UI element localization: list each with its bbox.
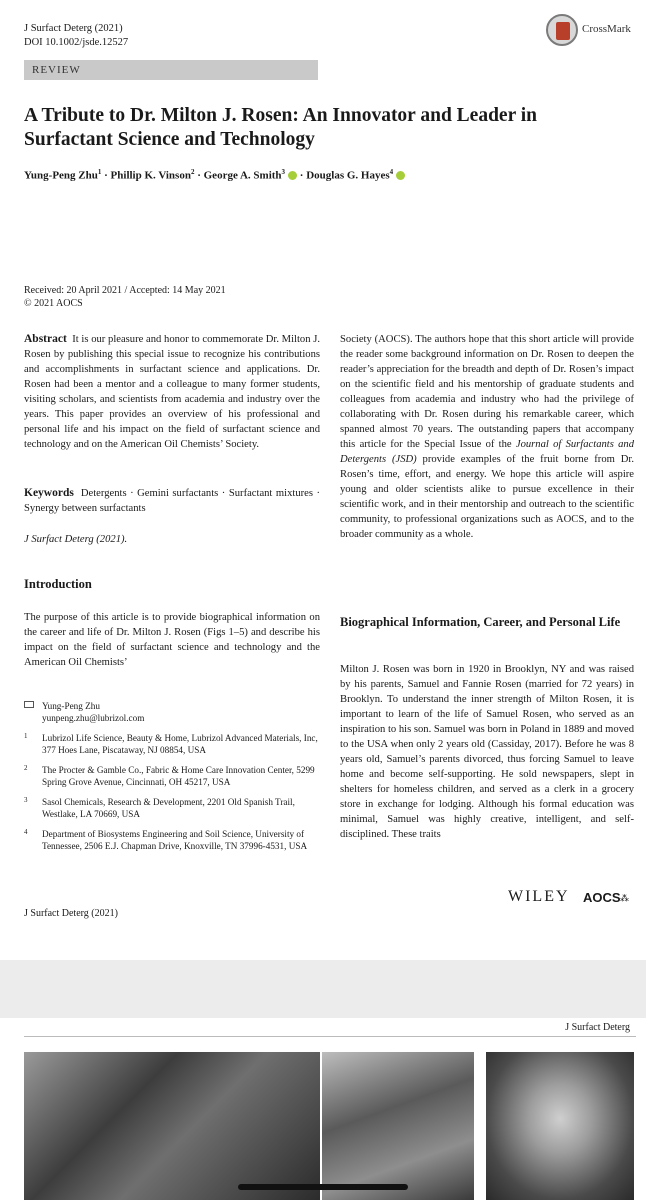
- introduction-text: The purpose of this article is to provide biographical information on the career and life of Dr. Milton J. Rosen (Figs 1–5) and describe his impact on the field of surfactant science and technology and the American Oil Chemists’: [24, 612, 320, 668]
- page-footer: J Surfact Deterg (2021): [24, 908, 118, 919]
- correspondence: Yung-Peng Zhu yunpeng.zhu@lubrizol.com: [24, 700, 320, 724]
- affiliations: [24, 700, 320, 860]
- orcid-icon[interactable]: [396, 171, 405, 180]
- citation-line: J Surfact Deterg (2021).: [24, 534, 128, 545]
- crossmark-label: CrossMark: [582, 23, 631, 35]
- section-label: REVIEW: [32, 64, 81, 76]
- author-name[interactable]: Phillip K. Vinson: [110, 169, 191, 182]
- aocs-logo: AOCS: [583, 890, 621, 905]
- photo-rosen-lab: [24, 1052, 320, 1200]
- page-gap: [0, 960, 646, 1018]
- author-name[interactable]: Douglas G. Hayes: [306, 169, 390, 182]
- journal-name: J Surfact Deterg (2021): [24, 23, 123, 34]
- header-divider: [24, 1036, 636, 1037]
- crossmark-badge[interactable]: [546, 14, 636, 48]
- photo-rosen-bench: [322, 1052, 474, 1200]
- author-list: Yung-Peng Zhu$^1$ · Phillip K. Vinson$^2$ · George A. Smith$^3$ · Douglas G. Hayes$^4$: [24, 168, 624, 182]
- mail-icon: [24, 701, 34, 708]
- abstract-continued: Society (AOCS). The authors hope that this short article will provide the reader some background information on Dr. Rosen to deepen the reader’s appreciation for the breadth and depth of Dr. Rosen’s impact on the scientific field and his mentorship of graduate students and colleagues from academia and industry who had the privilege of collaborating with Dr. Rosen during his remarkable career, which spanned almost 70 years. The outstanding papers that accompany this article for the Special Issue of the Journal of Surfactants and Detergents (JSD) provide examples of the fruit borne from Dr. Rosen’s time, effort, and energy. We hope this article will aspire young and older scientists alike to pursue excellence in their scientific work, and in their mentorship and outreach to the scientific community, to professional organizations such as AOCS, and to the broader community as a whole.: [340, 334, 635, 540]
- doi[interactable]: DOI 10.1002/jsde.12527: [24, 37, 129, 48]
- affiliation-item: 2 The Procter & Gamble Co., Fabric & Home Care Innovation Center, 5299 Spring Grove Avenue, Cincinnati, OH 45217, USA: [24, 764, 315, 787]
- keywords-label: Keywords: [24, 487, 74, 499]
- crossmark-icon: [546, 14, 578, 46]
- horizontal-scrollbar[interactable]: [238, 1184, 408, 1190]
- article-title: A Tribute to Dr. Milton J. Rosen: An Innovator and Leader in Surfactant Science and Technology: [24, 105, 538, 150]
- abstract-label: Abstract: [24, 333, 67, 345]
- keywords: [24, 486, 320, 516]
- orcid-icon[interactable]: [288, 171, 297, 180]
- abstract: [24, 332, 320, 452]
- affiliation-item: 1 Lubrizol Life Science, Beauty & Home, Lubrizol Advanced Materials, Inc, 377 Hoes Lane, Piscataway, NJ 08854, USA: [24, 732, 318, 755]
- author-name[interactable]: Yung-Peng Zhu: [24, 169, 98, 182]
- introduction-heading: Introduction: [24, 577, 92, 591]
- article-dates: Received: 20 April 2021 / Accepted: 14 May 2021 © 2021 AOCS: [24, 285, 226, 309]
- bio-text: Milton J. Rosen was born in 1920 in Brooklyn, NY and was raised by his parents, Samuel and Fannie Rosen (married for 72 years) in Brooklyn. To understand the inner strength of Milton Rosen, it is important to learn of the life of Samuel Rosen, who served as an inspiration to his son. Samuel was born in Poland in 1889 and moved to the USA when only 2 years old (Cassiday, 2017). Before he was 8 years old, Samuel’s parents divorced, thus forcing Samuel to leave home and become self-supporting. He sold newspapers, slept in shelters for homeless children, and served as a clerk in a grocery store in exchange for lodging. Although his formal education was minimal, Samuel was highly creative, intelligent, and self-disciplined. These traits: [340, 664, 634, 840]
- abstract-text: It is our pleasure and honor to commemorate Dr. Milton J. Rosen by publishing this special issue to recognize his contributions and accomplishments in surfactant science and applications. Dr. Rosen had been a mentor and a colleague to many former students, visiting scholars, and scientists from academia and industry over the years. This paper provides an overview of his professional and personal life and his impact on the field of surfactant science and technology and on the American Oil Chemists’ Society.: [24, 334, 321, 450]
- running-head: J Surfact Deterg: [565, 1022, 630, 1033]
- affiliation-item: 4 Department of Biosystems Engineering and Soil Science, University of Tennessee, 2506 E.J. Chapman Drive, Knoxville, TN 37996-4531, USA: [24, 828, 308, 851]
- section-label-bar: [24, 60, 318, 80]
- aocs-logo-mark: ⁂: [620, 893, 629, 903]
- author-name[interactable]: George A. Smith: [203, 169, 282, 182]
- wiley-logo: WILEY: [508, 888, 570, 905]
- bio-heading: Biographical Information, Career, and Personal Life: [340, 615, 621, 629]
- correspondence-email[interactable]: yunpeng.zhu@lubrizol.com: [42, 713, 145, 723]
- photo-rosen-portrait: [486, 1052, 634, 1200]
- journal-header: [24, 22, 128, 50]
- keywords-text: Detergents · Gemini surfactants · Surfactant mixtures · Synergy between surfactants: [24, 488, 321, 514]
- affiliation-item: 3 Sasol Chemicals, Research & Development, 2201 Old Spanish Trail, Westlake, LA 70669, USA: [24, 796, 295, 819]
